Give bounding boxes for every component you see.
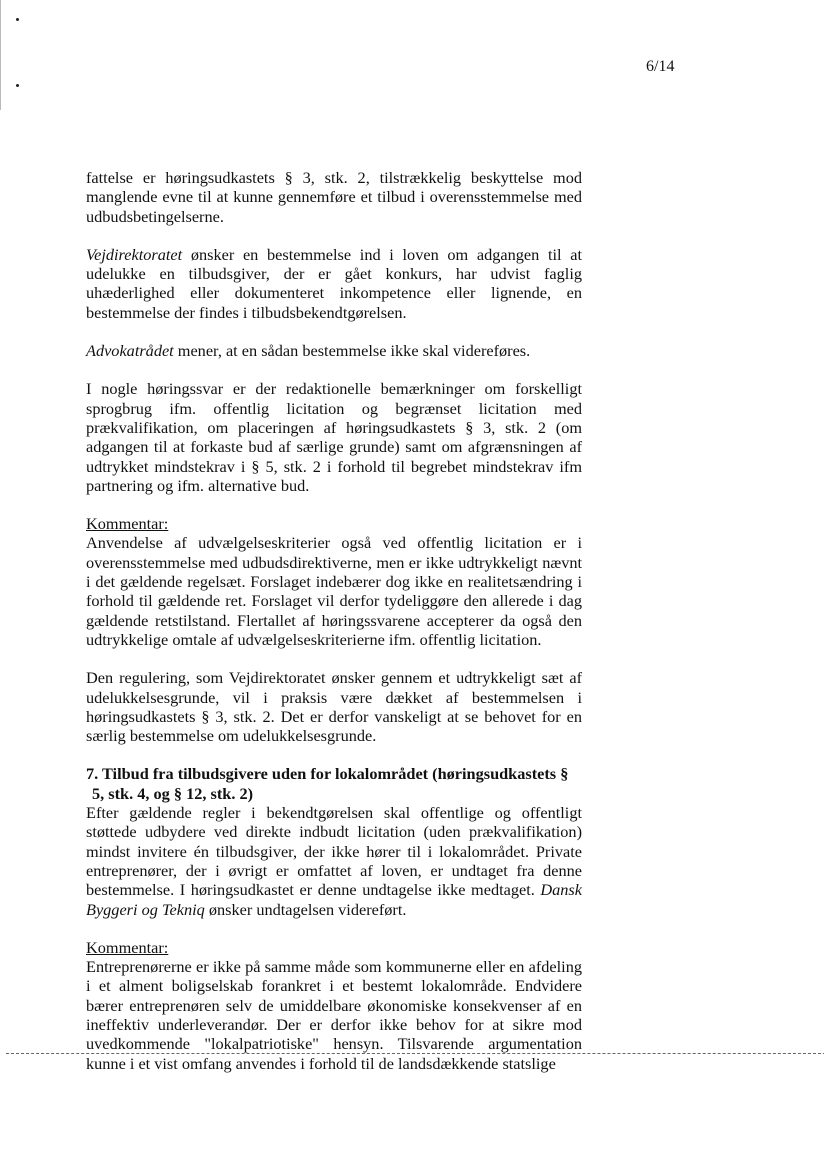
comment-body-wrapper (86, 957, 582, 1073)
document-body (86, 168, 582, 1073)
section-body (86, 803, 582, 919)
comment-heading: Kommentar: (86, 514, 169, 534)
emphasis-text: Dansk Byggeri og Tekniq (86, 880, 582, 919)
paragraph-text: ønsker undtagelsen videreført. (204, 899, 407, 919)
paragraph-text: Efter gældende regler i bekendtgørelsen skal offentlige og offentligt støttede udbydere ved direkte indbudt licitation (uden prækvalifikation) mindst invitere én tilbudsgiver, der ikke hører til i lokalområdet. Private entreprenører, der i øvrigt er omfattet af loven, er undtaget fra denne bestemmelse. I høringsudkastet er denne undtagelse ikke medtaget. (86, 803, 582, 900)
section-heading: 7. Tilbud fra tilbudsgivere uden for lokalområdet (høringsudkastets § 5, stk. 4, og § 12, stk. 2) (86, 764, 569, 803)
scan-mark (16, 18, 19, 21)
emphasis-text: Vejdirektoratet (86, 244, 183, 264)
paragraph: fattelse er høringsudkastets § 3, stk. 2, tilstrækkelig beskyttelse mod manglende evne til at kunne gennemføre et tilbud i overensstemmelse med udbudsbetingelserne. (86, 168, 582, 226)
scan-left-edge (0, 0, 1, 110)
paragraph: Den regulering, som Vejdirektoratet ønsker gennem et udtrykkeligt sæt af udelukkelsesgrunde, vil i praksis være dækket af bestemmelsen i høringsudkastets § 3, stk. 2. Det er derfor vanskeligt at se behovet for en særlig bestemmelse om udelukkelsesgrunde. (86, 668, 582, 746)
page-number: 6/14 (646, 58, 675, 75)
paragraph (86, 341, 582, 360)
comment-body: Anvendelse af udvælgelseskriterier også ved offentlig licitation er i overensstemmelse med udbudsdirektiverne, men er ikke udtrykkeligt nævnt i det gældende regelsæt. Forslaget indebærer dog ikke en realitetsændring i forhold til gældende ret. Forslaget vil derfor tydeliggøre den allerede i dag gældende retstilstand. Flertallet af høringssvarene accepterer da også den udtrykkelige omtale af udvælgelseskriterierne ifm. offentlig licitation. (86, 533, 582, 649)
scan-fold-line (6, 1053, 824, 1054)
paragraph: I nogle høringssvar er der redaktionelle bemærkninger om forskelligt sprogbrug ifm. offentlig licitation og begrænset licitation med prækvalifikation, om placeringen af høringsudkastets § 3, stk. 2 (om adgangen til at forkaste bud af særlige grunde) samt om afgrænsningen af udtrykket mindstekrav i § 5, stk. 2 i forhold til begrebet mindstekrav ifm partnering og ifm. alternative bud. (86, 379, 582, 495)
comment-body: Entreprenørerne er ikke på samme måde som kommunerne eller en afdeling i et alment boligselskab forankret i et bestemt lokalområde. Endvidere bærer entreprenøren selv de umiddelbare økonomiske konsekvenser af en ineffektiv underleverandør. Der er derfor ikke behov for at sikre mod uvedkommende "lokalpatriotiske" hensyn. Tilsvarende argumentation kunne i et vist omfang anvendes i forhold til de landsdækkende statslige (86, 957, 582, 1073)
paragraph-text: ønsker en bestemmelse ind i loven om adgangen til at udelukke en tilbudsgiver, der er gået konkurs, har udvist faglig uhæderlighed eller dokumenteret inkompetence eller lignende, en bestemmelse der findes i tilbudsbekendtgørelsen. (86, 244, 582, 322)
comment-heading: Kommentar: (86, 937, 169, 957)
paragraph (86, 245, 582, 322)
emphasis-text: Advokatrådet (86, 341, 174, 361)
scan-mark (16, 84, 19, 87)
paragraph-text: mener, at en sådan bestemmelse ikke skal videreføres. (173, 341, 531, 361)
